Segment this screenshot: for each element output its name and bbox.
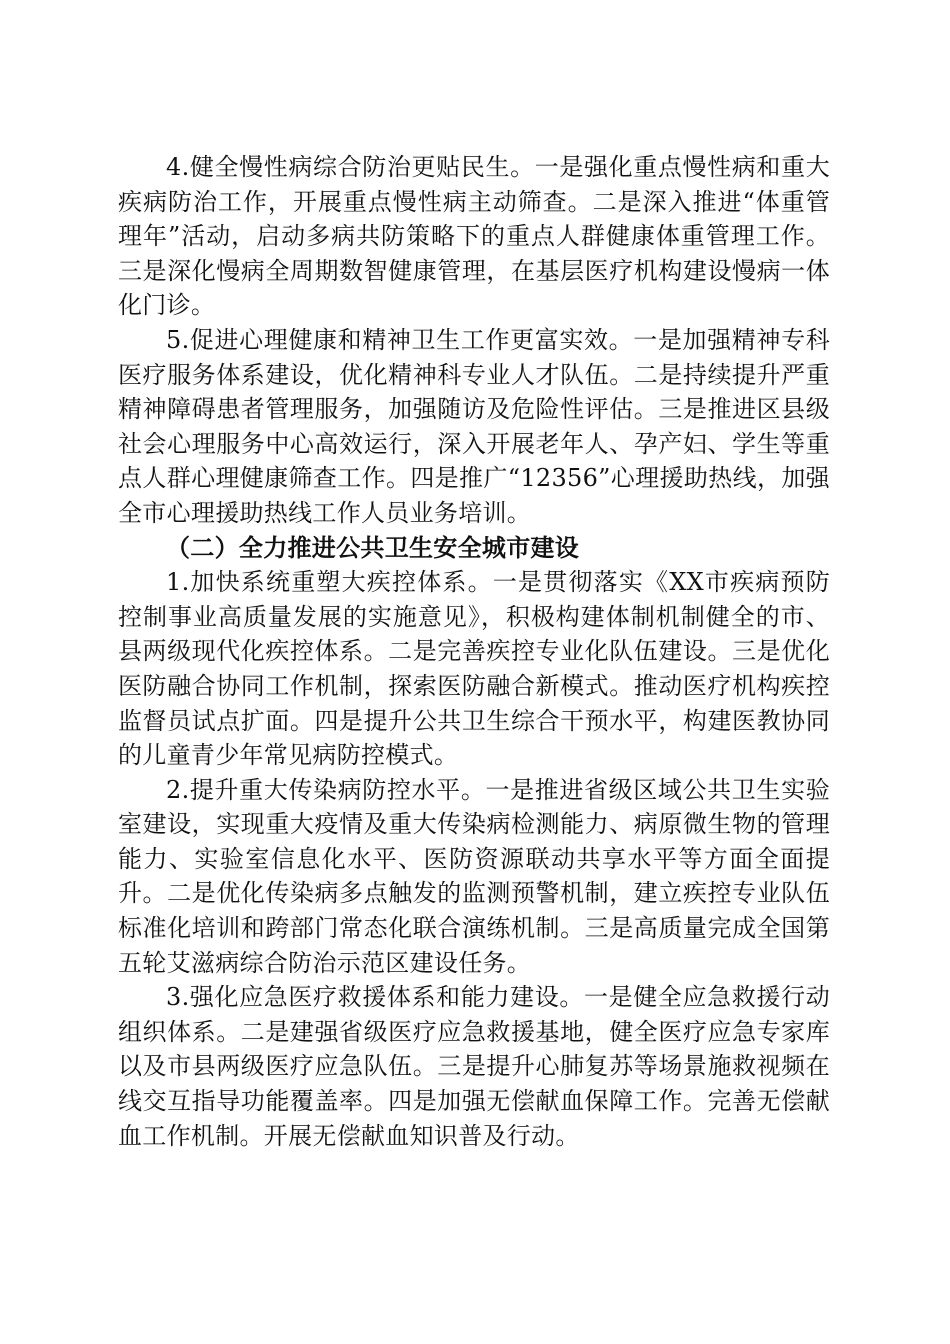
paragraph-chronic-disease: 4.健全慢性病综合防治更贴民生。一是强化重点慢性病和重大疾病防治工作，开展重点慢性病主动筛查。二是深入推进“体重管理年”活动，启动多病共防策略下的重点人群健康体重管理工作。三是深化慢病全周期数智健康管理，在基层医疗机构建设慢病一体化门诊。 bbox=[118, 153, 830, 320]
document-body bbox=[118, 150, 830, 1153]
paragraph-emergency-rescue: 3.强化应急医疗救援体系和能力建设。一是健全应急救援行动组织体系。二是建强省级医疗应急救援基地，健全医疗应急专家库以及市县两级医疗应急队伍。三是提升心肺复苏等场景施救视频在线交互指导功能覆盖率。四是加强无偿献血保障工作。完善无偿献血工作机制。开展无偿献血知识普及行动。 bbox=[118, 983, 830, 1150]
section-heading: （二）全力推进公共卫生安全城市建设 bbox=[166, 532, 580, 562]
paragraph-infectious-disease: 2.提升重大传染病防控水平。一是推进省级区域公共卫生实验室建设，实现重大疫情及重大传染病检测能力、病原微生物的管理能力、实验室信息化水平、医防资源联动共享水平等方面全面提升。二是优化传染病多点触发的监测预警机制，建立疾控专业队伍标准化培训和跨部门常态化联合演练机制。三是高质量完成全国第五轮艾滋病综合防治示范区建设任务。 bbox=[118, 775, 830, 977]
paragraph-disease-control: 1.加快系统重塑大疾控体系。一是贯彻落实《XX市疾病预防控制事业高质量发展的实施意见》，积极构建体制机制健全的市、县两级现代化疾控体系。二是完善疾控专业化队伍建设。三是优化医防融合协同工作机制，探索医防融合新模式。推动医疗机构疾控监督员试点扩面。四是提升公共卫生综合干预水平，构建医教协同的儿童青少年常见病防控模式。 bbox=[118, 568, 830, 770]
paragraph-mental-health: 5.促进心理健康和精神卫生工作更富实效。一是加强精神专科医疗服务体系建设，优化精神科专业人才队伍。二是持续提升严重精神障碍患者管理服务，加强随访及危险性评估。三是推进区县级社会心理服务中心高效运行，深入开展老年人、孕产妇、学生等重点人群心理健康筛查工作。四是推广“12356”心理援助热线，加强全市心理援助热线工作人员业务培训。 bbox=[118, 325, 830, 527]
